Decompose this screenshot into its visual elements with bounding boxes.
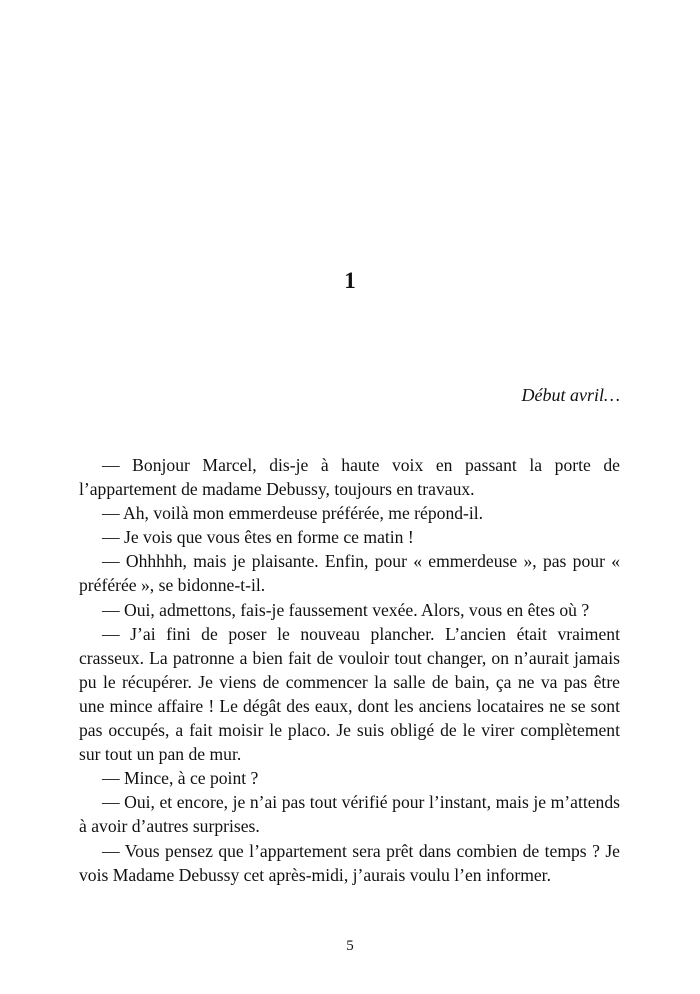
paragraph: — Bonjour Marcel, dis-je à haute voix en passant la porte de l’appartement de madame Debussy, toujours en travaux.	[79, 455, 620, 500]
epigraph: Début avril…	[521, 385, 620, 405]
paragraph: — J’ai fini de poser le nouveau plancher. L’ancien était vraiment crasseux. La patronne a bien fait de vouloir tout changer, on n’aurait jamais pu le récupérer. Je viens de commencer la salle de bain, ça ne va pas être une mince affaire ! Le dégât des eaux, dont les anciens locataires ne se sont pas occupés, a fait moisir le placo. Je suis obligé de le virer complètement sur tout un pan de mur.	[79, 623, 620, 765]
paragraph: — Ah, voilà mon emmerdeuse préférée, me répond-il.	[102, 503, 484, 524]
body-text	[79, 453, 620, 887]
paragraph: — Mince, à ce point ?	[102, 768, 259, 789]
paragraph: — Vous pensez que l’appartement sera prêt dans combien de temps ? Je vois Madame Debussy cet après-midi, j’aurais voulu l’en informer.	[79, 840, 620, 885]
chapter-number: 1	[344, 268, 356, 293]
page-number: 5	[346, 938, 354, 954]
paragraph: — Oui, et encore, je n’ai pas tout vérifié pour l’instant, mais je m’attends à avoir d’autres surprises.	[79, 792, 620, 837]
paragraph: — Ohhhhh, mais je plaisante. Enfin, pour « emmerdeuse », pas pour « préférée », se bidonne-t-il.	[79, 551, 620, 596]
paragraph: — Je vois que vous êtes en forme ce matin !	[102, 527, 414, 548]
paragraph: — Oui, admettons, fais-je faussement vexée. Alors, vous en êtes où ?	[102, 599, 590, 620]
